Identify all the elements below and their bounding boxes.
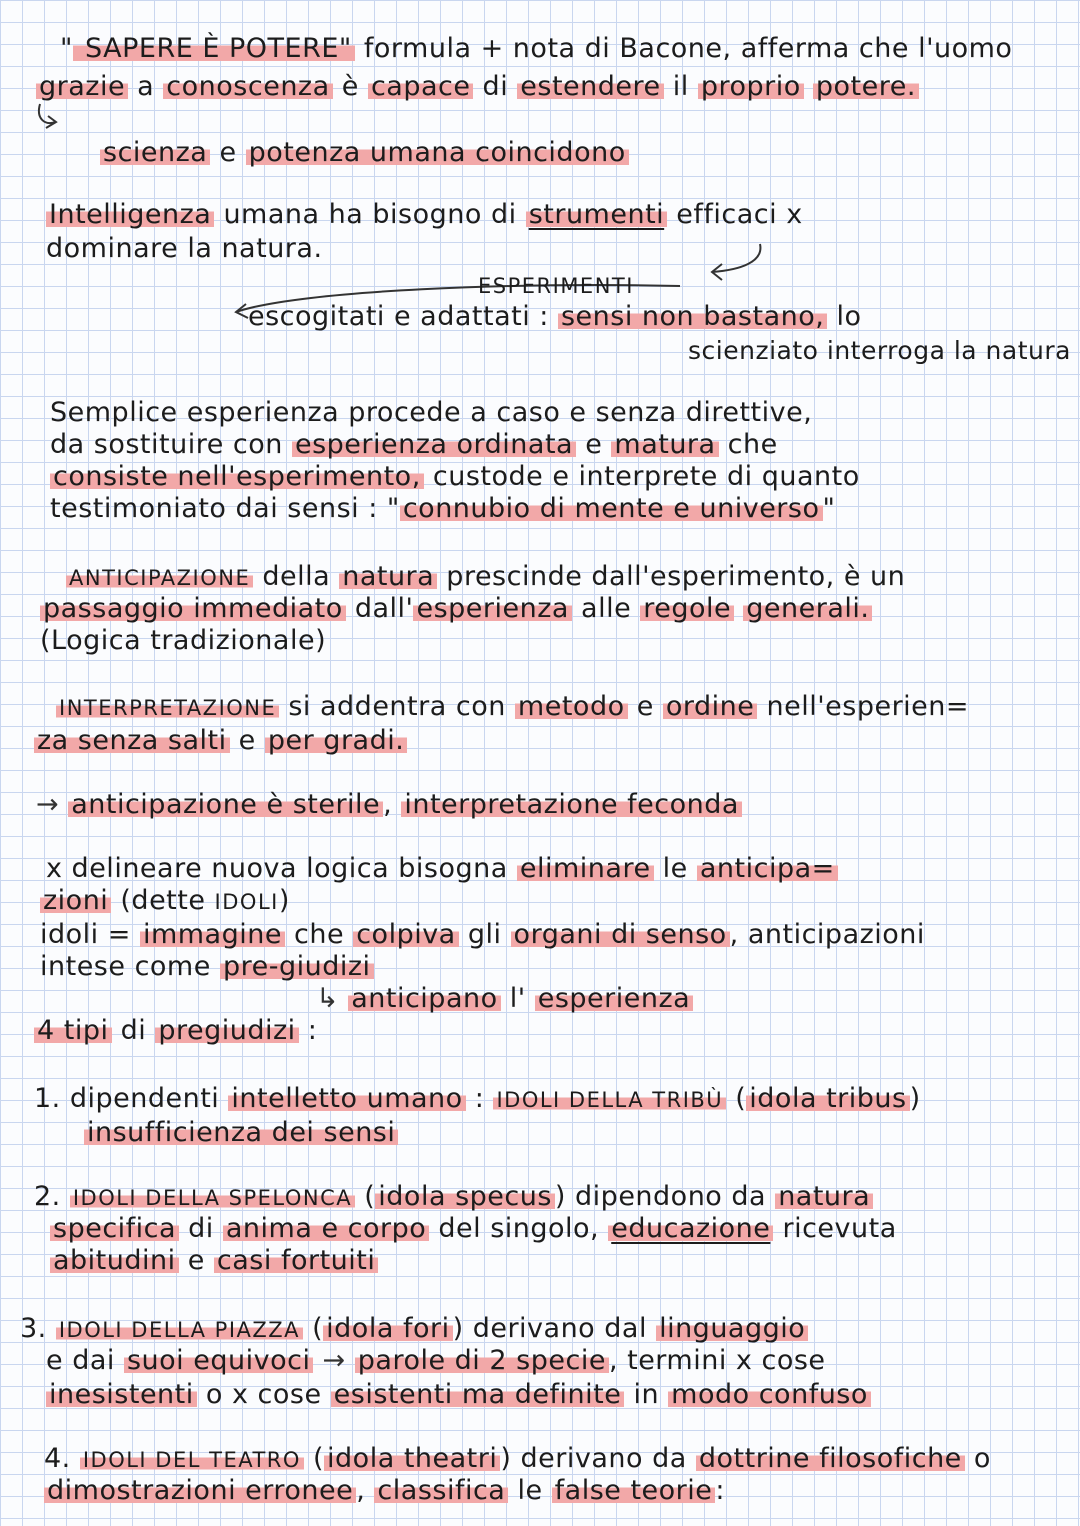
note-text: il bbox=[663, 71, 698, 102]
note-text: IDOLI bbox=[214, 890, 279, 914]
note-text: ) bbox=[278, 885, 290, 916]
highlighted-text: IDOLI DELLA PIAZZA bbox=[56, 1318, 303, 1342]
note-line-1 bbox=[60, 32, 1012, 66]
note-text: 1. dipendenti bbox=[34, 1083, 229, 1114]
note-line-26 bbox=[84, 1116, 398, 1150]
highlighted-text: anima e corpo bbox=[223, 1213, 429, 1244]
note-text: intese come bbox=[40, 951, 220, 982]
note-text: " bbox=[60, 33, 73, 64]
highlighted-text: za senza salti bbox=[34, 725, 230, 756]
highlighted-text: classifica bbox=[374, 1475, 508, 1506]
highlighted-text: IDOLI DELLA SPELONCA bbox=[70, 1186, 355, 1210]
note-text bbox=[734, 593, 743, 624]
note-text: o bbox=[964, 1443, 991, 1474]
highlighted-text: esistenti ma definite bbox=[331, 1379, 625, 1410]
note-text: efficaci x bbox=[667, 199, 803, 230]
note-line-10 bbox=[50, 428, 778, 462]
note-text: ( bbox=[355, 1181, 376, 1212]
highlighted-text: grazie bbox=[36, 71, 128, 102]
highlighted-text: ordine bbox=[663, 691, 758, 722]
note-text: (dette bbox=[111, 885, 215, 916]
note-line-17 bbox=[34, 724, 407, 758]
note-line-23 bbox=[316, 982, 693, 1016]
note-text: escogitati e adattati : bbox=[248, 301, 558, 332]
note-line-9 bbox=[50, 396, 812, 430]
note-text: 2. bbox=[34, 1181, 70, 1212]
highlighted-text: educazione bbox=[608, 1213, 773, 1244]
highlighted-text: colpiva bbox=[353, 919, 459, 950]
highlighted-text: esperienza bbox=[535, 983, 693, 1014]
highlighted-text: ANTICIPAZIONE bbox=[66, 566, 253, 590]
highlighted-text: IDOLI DEL TEATRO bbox=[80, 1448, 304, 1472]
note-line-13 bbox=[66, 560, 905, 595]
note-text: testimoniato dai sensi : " bbox=[50, 493, 400, 524]
highlighted-text: immagine bbox=[140, 919, 285, 950]
highlighted-text: sensi non bastano, bbox=[558, 301, 827, 332]
note-text: che bbox=[718, 429, 778, 460]
note-line-15 bbox=[40, 624, 326, 658]
note-line-3 bbox=[100, 136, 629, 170]
highlighted-text: dottrine filosofiche bbox=[696, 1443, 965, 1474]
note-text: è bbox=[332, 71, 368, 102]
highlighted-text: pregiudizi bbox=[155, 1015, 298, 1046]
highlighted-text: potere. bbox=[813, 71, 919, 102]
highlighted-text: metodo bbox=[515, 691, 628, 722]
note-text: ricevuta bbox=[773, 1213, 897, 1244]
highlighted-text: generali. bbox=[743, 593, 872, 624]
highlighted-text: estendere bbox=[517, 71, 663, 102]
note-text: di bbox=[179, 1213, 223, 1244]
note-text: prescinde dall'esperimento, è un bbox=[437, 561, 906, 592]
highlighted-text: 4 tipi bbox=[34, 1015, 112, 1046]
note-text: le bbox=[508, 1475, 552, 1506]
note-text: , bbox=[356, 1475, 375, 1506]
note-text: gli bbox=[458, 919, 511, 950]
note-text: ESPERIMENTI bbox=[478, 274, 634, 298]
highlighted-text: idola fori bbox=[323, 1313, 452, 1344]
note-text: e dai bbox=[46, 1345, 124, 1376]
note-text: nell'esperien= bbox=[757, 691, 970, 722]
highlighted-text: matura bbox=[611, 429, 718, 460]
highlighted-text: eliminare bbox=[517, 853, 654, 884]
note-text: del singolo, bbox=[429, 1213, 609, 1244]
highlighted-text: INTERPRETAZIONE bbox=[56, 696, 279, 720]
highlighted-text: dimostrazioni erronee bbox=[44, 1475, 356, 1506]
note-line-16 bbox=[56, 690, 969, 725]
note-line-33 bbox=[44, 1442, 991, 1477]
note-text: , anticipazioni bbox=[729, 919, 925, 950]
note-text: ) bbox=[909, 1083, 921, 1114]
note-text: → bbox=[313, 1345, 355, 1376]
note-text: della bbox=[253, 561, 340, 592]
note-text: " bbox=[822, 493, 836, 524]
note-line-24 bbox=[34, 1014, 317, 1048]
note-text: di bbox=[473, 71, 518, 102]
note-line-11 bbox=[50, 460, 860, 494]
note-text: ) dipendono da bbox=[554, 1181, 776, 1212]
highlighted-text: scienza bbox=[100, 137, 210, 168]
highlighted-text: natura bbox=[775, 1181, 873, 1212]
highlighted-text: proprio bbox=[698, 71, 804, 102]
highlighted-text: inesistenti bbox=[46, 1379, 197, 1410]
note-line-7 bbox=[248, 300, 861, 334]
note-text: si addentra con bbox=[279, 691, 515, 722]
note-text: ( bbox=[303, 1443, 325, 1474]
highlighted-text: specifica bbox=[50, 1213, 179, 1244]
note-text: lo bbox=[827, 301, 862, 332]
note-line-20 bbox=[40, 884, 290, 919]
highlighted-text: idola theatri bbox=[324, 1443, 500, 1474]
note-text: (Logica tradizionale) bbox=[40, 625, 327, 656]
note-text: ) derivano da bbox=[500, 1443, 696, 1474]
highlighted-text: parole di 2 specie bbox=[355, 1345, 609, 1376]
note-text: e bbox=[576, 429, 612, 460]
note-line-21 bbox=[40, 918, 925, 952]
note-text: scienziato interroga la natura bbox=[688, 336, 1071, 365]
note-line-31 bbox=[46, 1344, 826, 1378]
highlighted-text: intelletto umano bbox=[228, 1083, 465, 1114]
note-line-8 bbox=[688, 334, 1071, 368]
note-line-32 bbox=[46, 1378, 871, 1412]
highlighted-text: regole bbox=[640, 593, 734, 624]
note-text: alle bbox=[571, 593, 641, 624]
note-text: che bbox=[284, 919, 354, 950]
note-line-34 bbox=[44, 1474, 725, 1508]
note-line-30 bbox=[20, 1312, 808, 1347]
highlighted-text: strumenti bbox=[526, 199, 667, 230]
note-line-6 bbox=[478, 268, 634, 303]
note-text: ) derivano dal bbox=[452, 1313, 657, 1344]
highlighted-text: esperienza ordinata bbox=[292, 429, 576, 460]
note-text: ↳ bbox=[316, 983, 349, 1014]
note-text: umana ha bisogno di bbox=[214, 199, 526, 230]
note-line-12 bbox=[50, 492, 835, 526]
highlighted-text: anticipazione è sterile bbox=[68, 789, 383, 820]
highlighted-text: IDOLI DELLA TRIBÙ bbox=[493, 1088, 726, 1112]
note-text: Semplice esperienza procede a caso e senza direttive, bbox=[50, 397, 813, 428]
note-text: da sostituire con bbox=[50, 429, 292, 460]
highlighted-text: natura bbox=[339, 561, 437, 592]
highlighted-text: casi fortuiti bbox=[214, 1245, 378, 1276]
note-text: e bbox=[627, 691, 663, 722]
highlighted-text: connubio di mente e universo bbox=[400, 493, 823, 524]
highlighted-text: consiste nell'esperimento, bbox=[50, 461, 424, 492]
note-text: 3. bbox=[20, 1313, 56, 1344]
note-text: e bbox=[210, 137, 246, 168]
highlighted-text: modo confuso bbox=[668, 1379, 871, 1410]
note-text: : bbox=[298, 1015, 318, 1046]
note-text: l' bbox=[500, 983, 535, 1014]
note-text: formula + nota di Bacone, afferma che l'uomo bbox=[354, 33, 1013, 64]
note-line-4 bbox=[46, 198, 803, 232]
note-text: e bbox=[178, 1245, 214, 1276]
highlighted-text: esperienza bbox=[413, 593, 571, 624]
note-text: ( bbox=[726, 1083, 747, 1114]
highlighted-text: pre-giudizi bbox=[220, 951, 374, 982]
note-text: : bbox=[715, 1475, 725, 1506]
note-text bbox=[804, 71, 813, 102]
note-line-29 bbox=[50, 1244, 378, 1278]
note-text: di bbox=[111, 1015, 156, 1046]
note-text: , termini x cose bbox=[608, 1345, 826, 1376]
note-line-2 bbox=[36, 70, 919, 104]
note-text: dominare la natura. bbox=[46, 233, 323, 264]
highlighted-text: per gradi. bbox=[265, 725, 407, 756]
note-text: : bbox=[465, 1083, 494, 1114]
note-text: o x cose bbox=[196, 1379, 331, 1410]
highlighted-text: Intelligenza bbox=[46, 199, 214, 230]
highlighted-text: suoi equivoci bbox=[124, 1345, 314, 1376]
highlighted-text: idola specus bbox=[375, 1181, 555, 1212]
highlighted-text: idola tribus bbox=[746, 1083, 909, 1114]
note-line-18 bbox=[36, 788, 742, 822]
highlighted-text: passaggio immediato bbox=[40, 593, 346, 624]
highlighted-text: linguaggio bbox=[656, 1313, 808, 1344]
highlighted-text: capace bbox=[368, 71, 474, 102]
highlighted-text: potenza umana coincidono bbox=[246, 137, 629, 168]
note-line-25 bbox=[34, 1082, 921, 1117]
note-text: custode e interprete di quanto bbox=[423, 461, 860, 492]
note-text: → bbox=[36, 789, 69, 820]
note-text: le bbox=[653, 853, 697, 884]
note-text: 4. bbox=[44, 1443, 80, 1474]
highlighted-text: anticipano bbox=[348, 983, 500, 1014]
note-text: dall' bbox=[345, 593, 414, 624]
note-text: e bbox=[229, 725, 265, 756]
note-text: , bbox=[383, 789, 402, 820]
note-line-14 bbox=[40, 592, 872, 626]
note-line-28 bbox=[50, 1212, 897, 1246]
highlighted-text: false teorie bbox=[552, 1475, 716, 1506]
note-line-27 bbox=[34, 1180, 873, 1215]
note-line-5 bbox=[46, 232, 323, 266]
note-text: in bbox=[624, 1379, 669, 1410]
highlighted-text: zioni bbox=[40, 885, 111, 916]
highlighted-text: abitudini bbox=[50, 1245, 179, 1276]
highlighted-text: interpretazione feconda bbox=[401, 789, 742, 820]
note-line-22 bbox=[40, 950, 374, 984]
highlighted-text: anticipa= bbox=[697, 853, 838, 884]
highlighted-text: conoscenza bbox=[163, 71, 332, 102]
note-text: a bbox=[128, 71, 164, 102]
note-text: ( bbox=[303, 1313, 324, 1344]
note-line-19 bbox=[46, 852, 838, 886]
note-text: x delineare nuova logica bisogna bbox=[46, 853, 517, 884]
note-text: idoli = bbox=[40, 919, 140, 950]
highlighted-text: SAPERE È POTERE" bbox=[73, 33, 355, 64]
highlighted-text: organi di senso bbox=[511, 919, 730, 950]
highlighted-text: insufficienza dei sensi bbox=[84, 1117, 398, 1148]
